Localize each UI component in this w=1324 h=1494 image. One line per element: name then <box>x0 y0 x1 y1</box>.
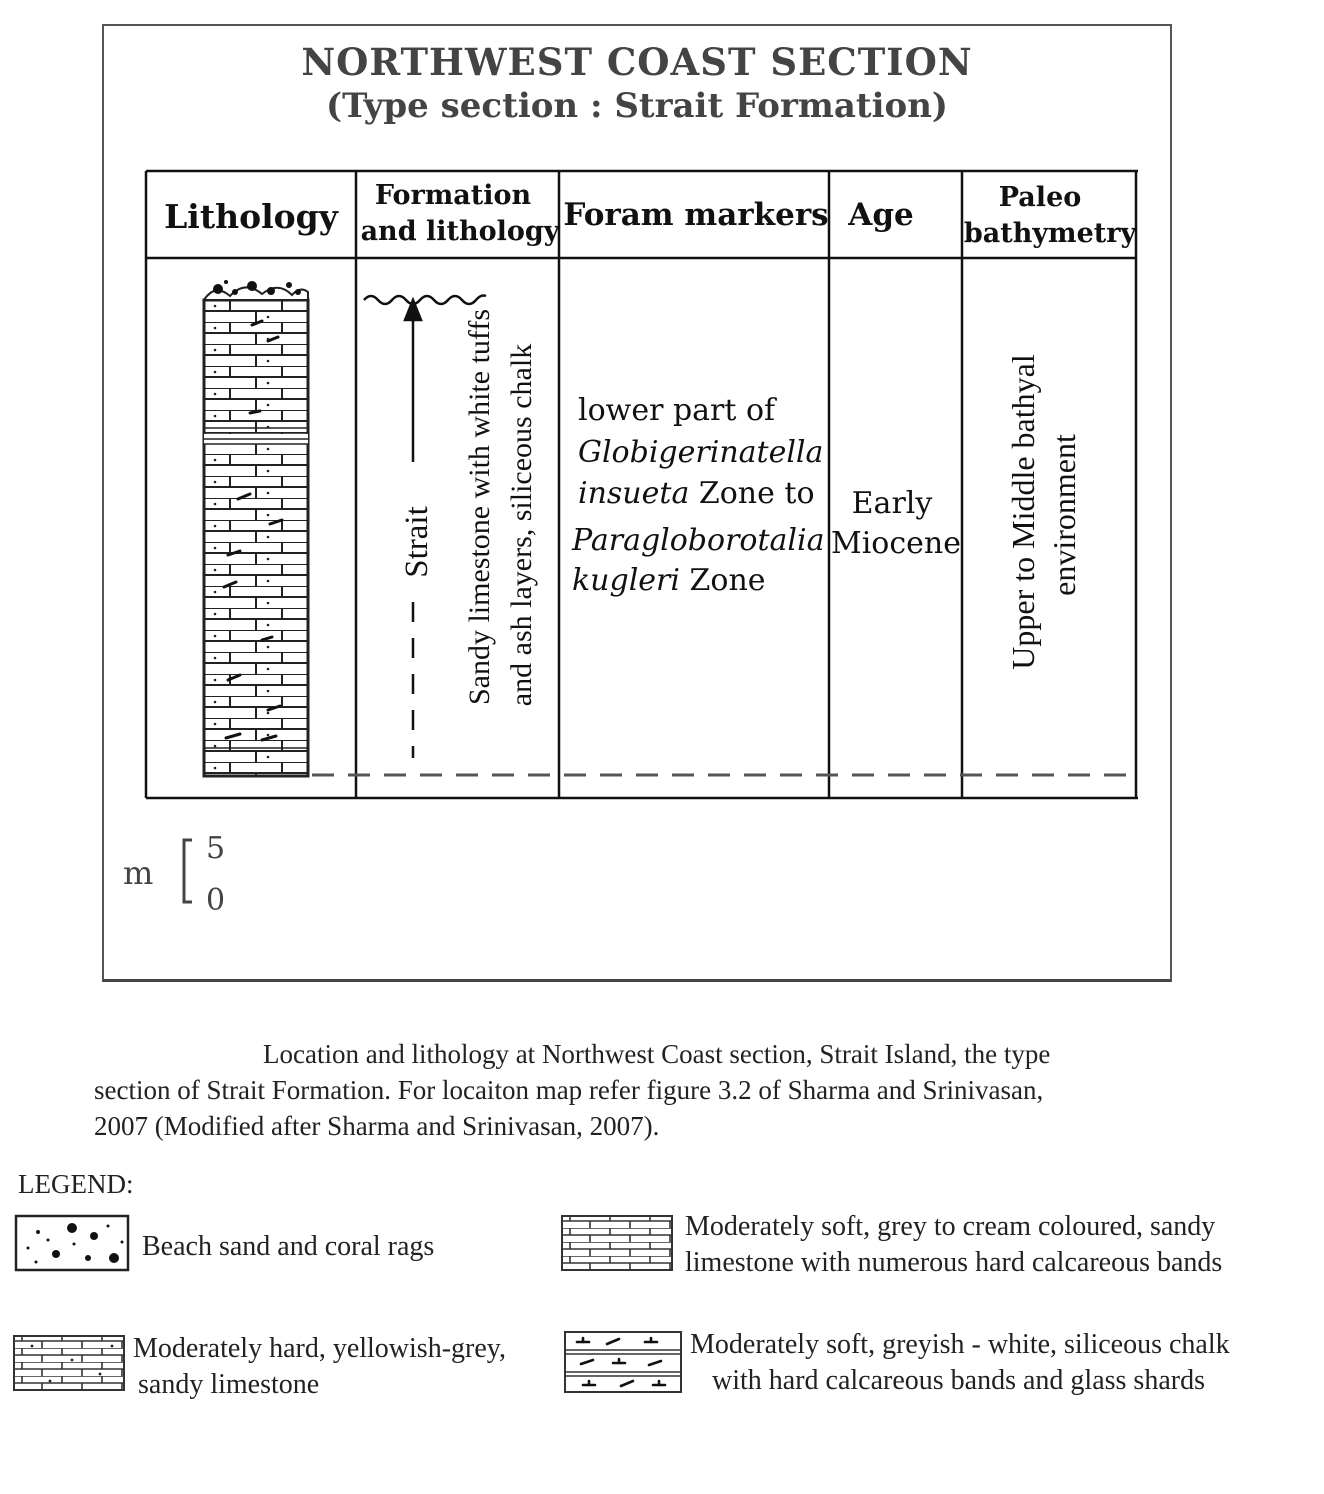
foram-line4: Paragloborotalia <box>572 523 825 558</box>
beach-sand-icon <box>14 1214 132 1274</box>
caption-line1: Location and lithology at Northwest Coast section, Strait Island, the type <box>263 1039 1051 1069</box>
lithology-column <box>204 280 308 776</box>
scale-bar <box>123 831 225 918</box>
foram-line3-italic: insueta <box>578 476 690 511</box>
caption-line3: 2007 (Modified after Sharma and Srinivasan, 2007). <box>94 1111 660 1141</box>
scale-top: 5 <box>206 831 226 866</box>
scale-bottom: 0 <box>206 883 226 918</box>
header-formation-line1: Formation <box>374 180 532 211</box>
foram-markers <box>571 393 825 598</box>
figure-subtitle: (Type section : Strait Formation) <box>325 86 948 126</box>
foram-line3-rest: Zone to <box>689 476 815 511</box>
soft-sandy-limestone-icon <box>560 1214 674 1272</box>
paleo-line1: Upper to Middle bathyal <box>1005 354 1041 670</box>
hard-sandy-limestone-icon <box>12 1334 126 1392</box>
foram-line5-italic: kugleri <box>572 563 680 598</box>
age-line1: Early <box>851 486 933 521</box>
header-foram: Foram markers <box>563 197 829 233</box>
formation-lithology-line1: Sandy limestone with white tuffs <box>463 308 496 706</box>
legend-chalk-line2: with hard calcareous bands and glass shards <box>712 1365 1205 1396</box>
figure-title: NORTHWEST COAST SECTION <box>301 40 973 84</box>
legend-beach-label: Beach sand and coral rags <box>142 1231 435 1262</box>
header-paleo-line2: bathymetry <box>963 218 1137 249</box>
svg-text:insueta Zone to <box>578 476 815 511</box>
legend-chalk-line1: Moderately soft, greyish - white, siliceous chalk <box>690 1329 1230 1360</box>
legend-soft-line2: limestone with numerous hard calcareous bands <box>685 1247 1223 1278</box>
header-formation-line2: and lithology <box>360 216 560 247</box>
legend-soft-line1: Moderately soft, grey to cream coloured, sandy <box>685 1211 1216 1242</box>
siliceous-chalk-icon <box>563 1330 683 1394</box>
formation-lithology-line2: and ash layers, siliceous chalk <box>505 343 538 707</box>
header-paleo-line1: Paleo <box>998 182 1082 213</box>
paleo-line2: environment <box>1046 434 1082 596</box>
header-age: Age <box>848 197 914 233</box>
header-lithology: Lithology <box>164 197 338 236</box>
foram-line2: Globigerinatella <box>578 435 824 470</box>
formation-name: Strait <box>399 506 435 578</box>
age-line2: Miocene <box>830 526 962 561</box>
legend-hard-line1: Moderately hard, yellowish-grey, <box>133 1333 506 1364</box>
foram-line1: lower part of <box>578 393 776 428</box>
scale-unit: m <box>123 854 154 892</box>
foram-line5-rest: Zone <box>680 563 766 598</box>
legend-hard-line2: sandy limestone <box>138 1369 320 1400</box>
svg-text:kugleri Zone <box>572 563 766 598</box>
caption-line2: section of Strait Formation. For locaiton map refer figure 3.2 of Sharma and Srinivasan, <box>94 1075 1044 1105</box>
legend-heading: LEGEND: <box>18 1169 134 1199</box>
